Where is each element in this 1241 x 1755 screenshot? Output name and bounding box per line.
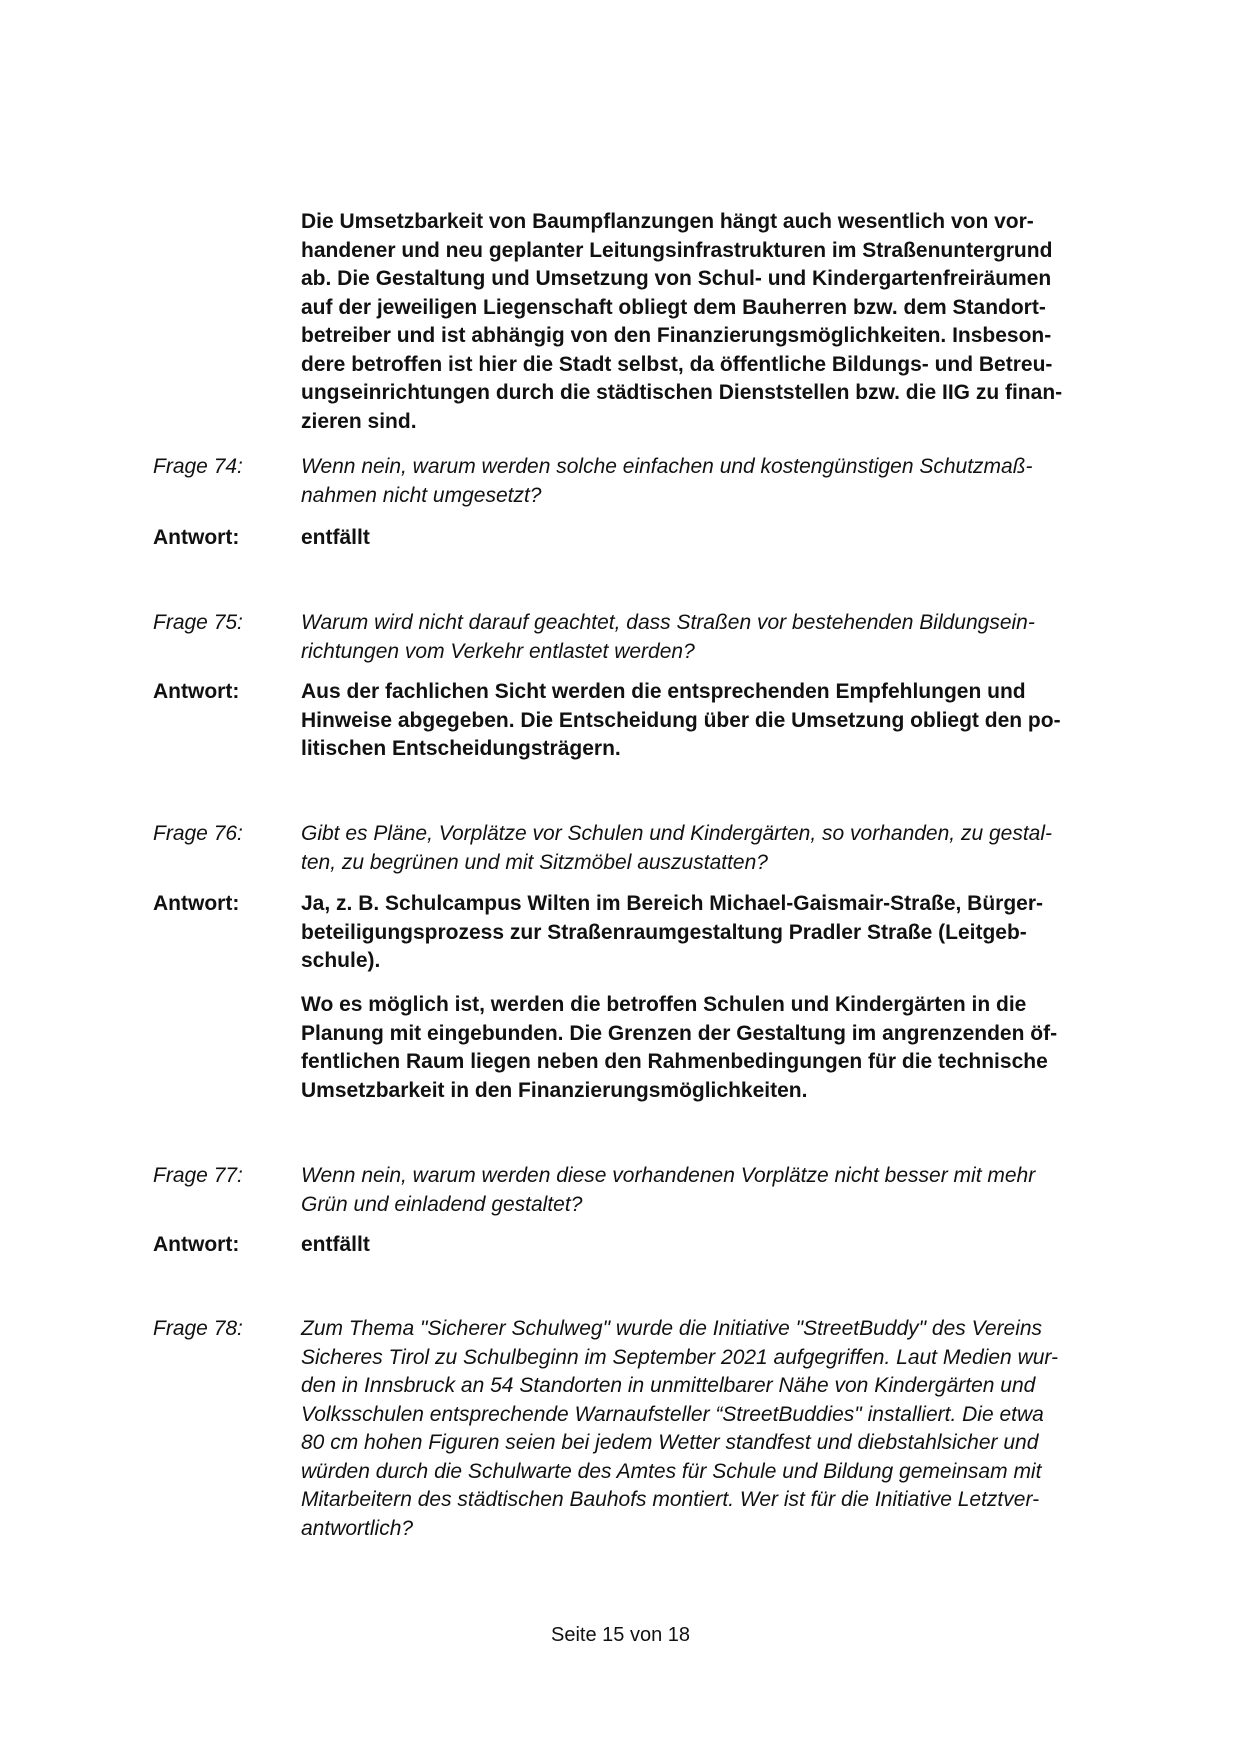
text-line: dere betroffen ist hier die Stadt selbst, da öffentliche Bildungs- und Betreu- (301, 352, 1053, 376)
question-label: Frage 78: (153, 1317, 243, 1340)
answer-label: Antwort: (153, 1233, 240, 1256)
text-line: würden durch die Schulwarte des Amtes für Schule und Bildung gemeinsam mit (301, 1459, 1042, 1483)
text-line: Gibt es Pläne, Vorplätze vor Schulen und Kindergärten, so vorhanden, zu gestal- (301, 822, 1053, 845)
question-text (301, 1162, 1141, 1219)
question-label: Frage 74: (153, 455, 243, 478)
question-label: Frage 75: (153, 611, 243, 634)
text-line: Wenn nein, warum werden solche einfachen und kostengünstigen Schutzmaß- (301, 455, 1033, 478)
text-line: richtungen vom Verkehr entlastet werden? (301, 639, 695, 663)
answer-text (301, 208, 1141, 436)
text-line: zieren sind. (301, 409, 417, 433)
answer-label: Antwort: (153, 892, 240, 915)
text-line: auf der jeweiligen Liegenschaft obliegt dem Bauherren bzw. dem Standort- (301, 295, 1046, 319)
text-line: Grün und einladend gestaltet? (301, 1192, 583, 1216)
question-text (301, 453, 1141, 510)
question-text (301, 609, 1141, 666)
answer-label: Antwort: (153, 680, 240, 703)
text-line: Ja, z. B. Schulcampus Wilten im Bereich Michael-Gaismair-Straße, Bürger- (301, 892, 1044, 915)
text-line: litischen Entscheidungsträgern. (301, 737, 621, 760)
text-line: betreiber und ist abhängig von den Finanzierungsmöglichkeiten. Insbeson- (301, 324, 1052, 347)
answer-text (301, 524, 1141, 553)
answer-text (301, 1231, 1141, 1260)
text-line: Planung mit eingebunden. Die Grenzen der Gestaltung im angrenzenden öf- (301, 1021, 1058, 1045)
question-text (301, 820, 1141, 877)
text-line: Wo es möglich ist, werden die betroffen Schulen und Kindergärten in die (301, 993, 1027, 1016)
text-line: Warum wird nicht darauf geachtet, dass Straßen vor bestehenden Bildungsein- (301, 611, 1035, 634)
text-line: handener und neu geplanter Leitungsinfrastrukturen im Straßenuntergrund (301, 238, 1053, 262)
page-number: Seite 15 von 18 (551, 1624, 690, 1646)
text-line: ten, zu begrünen und mit Sitzmöbel auszustatten? (301, 850, 768, 874)
answer-text (301, 991, 1141, 1105)
answer-text (301, 678, 1141, 764)
answer-text (301, 890, 1141, 976)
text-line: nahmen nicht umgesetzt? (301, 483, 542, 507)
text-line: Sicheres Tirol zu Schulbeginn im September 2021 aufgegriffen. Laut Medien wur- (301, 1345, 1059, 1369)
answer-label: Antwort: (153, 526, 240, 549)
text-line: Mitarbeitern des städtischen Bauhofs montiert. Wer ist für die Initiative Letztver- (301, 1488, 1040, 1511)
question-label: Frage 77: (153, 1164, 243, 1187)
text-line: Aus der fachlichen Sicht werden die entsprechenden Empfehlungen und (301, 680, 1026, 703)
text-line: ab. Die Gestaltung und Umsetzung von Schul- und Kindergartenfreiräumen (301, 267, 1052, 290)
text-line: Zum Thema "Sicherer Schulweg" wurde die Initiative "StreetBuddy" des Vereins (301, 1317, 1043, 1340)
text-line: antwortlich? (301, 1516, 414, 1540)
question-label: Frage 76: (153, 822, 243, 845)
text-line: 80 cm hohen Figuren seien bei jedem Wetter standfest und diebstahlsicher und (301, 1431, 1039, 1454)
text-line: beteiligungsprozess zur Straßenraumgestaltung Pradler Straße (Leitgeb- (301, 920, 1027, 944)
text-line: schule). (301, 949, 381, 972)
text-line: Umsetzbarkeit in den Finanzierungsmöglichkeiten. (301, 1078, 808, 1102)
text-line: den in Innsbruck an 54 Standorten in unmittelbarer Nähe von Kindergärten und (301, 1374, 1036, 1397)
text-line: Wenn nein, warum werden diese vorhandenen Vorplätze nicht besser mit mehr (301, 1164, 1036, 1187)
question-text (301, 1315, 1141, 1543)
text-line: entfällt (301, 1233, 370, 1256)
text-line: entfällt (301, 526, 370, 549)
text-line: Hinweise abgegeben. Die Entscheidung über die Umsetzung obliegt den po- (301, 708, 1061, 732)
text-line: Volksschulen entsprechende Warnaufsteller “StreetBuddies" installiert. Die etwa (301, 1402, 1044, 1426)
text-line: Die Umsetzbarkeit von Baumpflanzungen hängt auch wesentlich von vor- (301, 210, 1034, 233)
text-line: fentlichen Raum liegen neben den Rahmenbedingungen für die technische (301, 1050, 1048, 1073)
text-line: ungseinrichtungen durch die städtischen Dienststellen bzw. die IIG zu finan- (301, 381, 1063, 404)
